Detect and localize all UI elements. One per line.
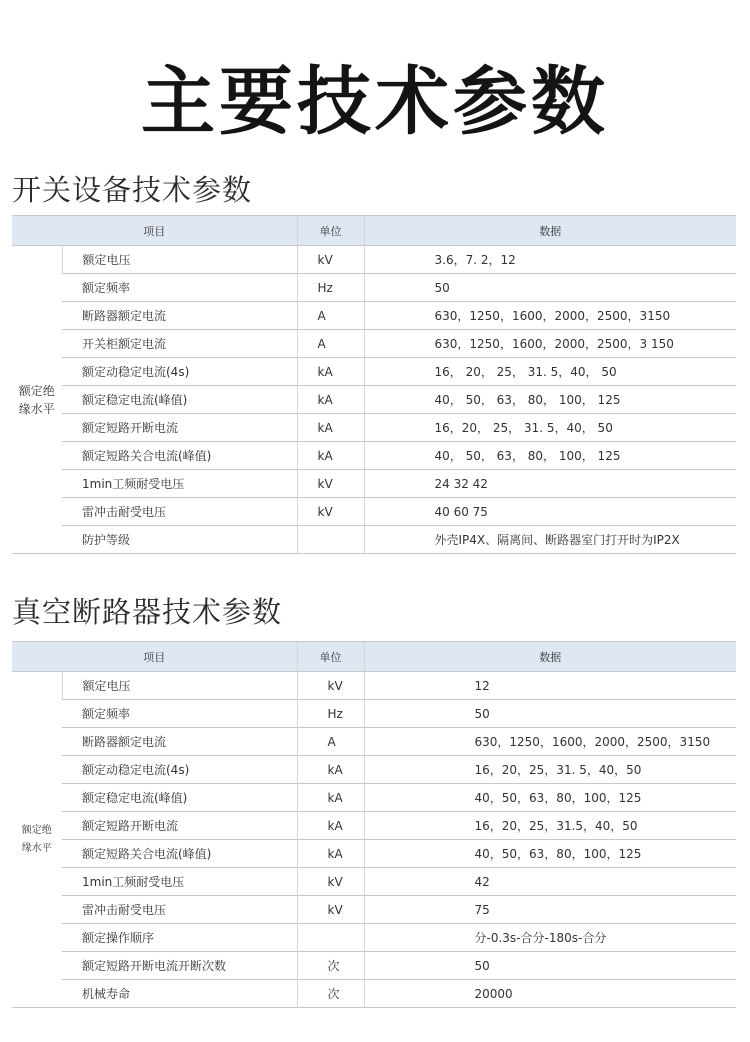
param-value: 3.6，7. 2，12 xyxy=(364,246,736,274)
param-value: 16， 20， 25， 31. 5，40， 50 xyxy=(364,358,736,386)
param-name: 雷冲击耐受电压 xyxy=(62,896,297,924)
param-unit: kA xyxy=(297,784,364,812)
param-unit: 次 xyxy=(297,952,364,980)
header-data: 数据 xyxy=(364,642,736,672)
param-value: 630，1250，1600，2000，2500，3150 xyxy=(364,728,736,756)
header-data: 数据 xyxy=(364,216,736,246)
table-row xyxy=(12,414,736,442)
param-value: 40，50，63，80，100，125 xyxy=(364,840,736,868)
table-row xyxy=(12,498,736,526)
param-unit: kA xyxy=(297,414,364,442)
param-unit: kV xyxy=(297,470,364,498)
table-row xyxy=(12,700,736,728)
param-name: 额定短路关合电流(峰值) xyxy=(62,840,297,868)
param-value: 16，20，25，31. 5，40，50 xyxy=(364,756,736,784)
table-header-row xyxy=(12,642,736,672)
param-unit: kV xyxy=(297,672,364,700)
group-label: 额定绝缘水平 xyxy=(12,246,62,554)
param-name: 断路器额定电流 xyxy=(62,302,297,330)
page-title: 主要技术参数 xyxy=(141,59,609,145)
param-unit xyxy=(297,924,364,952)
table-row xyxy=(12,330,736,358)
param-unit: kA xyxy=(297,812,364,840)
param-name: 额定稳定电流(峰值) xyxy=(62,784,297,812)
param-value: 50 xyxy=(364,274,736,302)
param-value: 50 xyxy=(364,952,736,980)
param-value: 40， 50， 63， 80， 100， 125 xyxy=(364,386,736,414)
header-item: 项目 xyxy=(12,642,297,672)
param-name: 1min工频耐受电压 xyxy=(62,868,297,896)
table-row xyxy=(12,812,736,840)
table-row xyxy=(12,302,736,330)
table-row xyxy=(12,358,736,386)
param-name: 防护等级 xyxy=(62,526,297,554)
table-row xyxy=(12,980,736,1008)
header-unit: 单位 xyxy=(297,642,364,672)
param-value: 40， 50， 63， 80， 100， 125 xyxy=(364,442,736,470)
param-unit: A xyxy=(297,330,364,358)
param-name: 额定动稳定电流(4s) xyxy=(62,756,297,784)
param-unit: A xyxy=(297,728,364,756)
param-name: 额定操作顺序 xyxy=(62,924,297,952)
param-value: 40 60 75 xyxy=(364,498,736,526)
param-name: 额定短路开断电流 xyxy=(62,414,297,442)
param-name: 额定短路开断电流开断次数 xyxy=(62,952,297,980)
param-value: 40，50，63，80，100，125 xyxy=(364,784,736,812)
param-name: 额定频率 xyxy=(62,274,297,302)
param-unit: kV xyxy=(297,498,364,526)
param-unit: kA xyxy=(297,840,364,868)
param-value: 75 xyxy=(364,896,736,924)
param-value: 630，1250，1600，2000，2500，3 150 xyxy=(364,330,736,358)
param-unit: kA xyxy=(297,386,364,414)
param-name: 额定短路开断电流 xyxy=(62,812,297,840)
table-row xyxy=(12,924,736,952)
param-name: 额定稳定电流(峰值) xyxy=(62,386,297,414)
param-name: 额定频率 xyxy=(62,700,297,728)
table-row xyxy=(12,728,736,756)
param-name: 额定电压 xyxy=(62,246,297,274)
table-row xyxy=(12,386,736,414)
switchgear-parameters-table xyxy=(12,215,736,554)
param-unit: Hz xyxy=(297,274,364,302)
group-label: 额定绝缘水平 xyxy=(12,672,62,1008)
param-value: 外壳IP4X、隔离间、断路器室门打开时为IP2X xyxy=(364,526,736,554)
param-unit: A xyxy=(297,302,364,330)
param-name: 额定动稳定电流(4s) xyxy=(62,358,297,386)
param-name: 额定短路关合电流(峰值) xyxy=(62,442,297,470)
param-name: 断路器额定电流 xyxy=(62,728,297,756)
table-row xyxy=(12,896,736,924)
table-row xyxy=(12,442,736,470)
param-name: 1min工频耐受电压 xyxy=(62,470,297,498)
param-value: 12 xyxy=(364,672,736,700)
param-name: 额定电压 xyxy=(62,672,297,700)
param-value: 16，20，25，31.5，40，50 xyxy=(364,812,736,840)
table-row xyxy=(12,784,736,812)
header-unit: 单位 xyxy=(297,216,364,246)
param-name: 机械寿命 xyxy=(62,980,297,1008)
table-row xyxy=(12,756,736,784)
table-row xyxy=(12,274,736,302)
table-row xyxy=(12,526,736,554)
table-row xyxy=(12,470,736,498)
param-value: 16，20， 25， 31. 5，40， 50 xyxy=(364,414,736,442)
param-value: 分-0.3s-合分-180s-合分 xyxy=(364,924,736,952)
switchgear-section-title: 开关设备技术参数 xyxy=(12,173,253,207)
table-row xyxy=(12,840,736,868)
table-row xyxy=(12,246,736,274)
param-value: 42 xyxy=(364,868,736,896)
param-unit xyxy=(297,526,364,554)
param-unit: kA xyxy=(297,442,364,470)
param-unit: 次 xyxy=(297,980,364,1008)
table-row xyxy=(12,952,736,980)
param-unit: kA xyxy=(297,756,364,784)
vacuum-breaker-section-title: 真空断路器技术参数 xyxy=(12,595,283,629)
header-item: 项目 xyxy=(12,216,297,246)
param-name: 雷冲击耐受电压 xyxy=(62,498,297,526)
param-value: 630，1250，1600，2000，2500，3150 xyxy=(364,302,736,330)
param-value: 20000 xyxy=(364,980,736,1008)
table-header-row xyxy=(12,216,736,246)
param-unit: kV xyxy=(297,896,364,924)
table-row xyxy=(12,672,736,700)
param-unit: kV xyxy=(297,246,364,274)
table-row xyxy=(12,868,736,896)
param-unit: kA xyxy=(297,358,364,386)
vacuum-breaker-parameters-table xyxy=(12,641,736,1008)
param-unit: kV xyxy=(297,868,364,896)
param-name: 开关柜额定电流 xyxy=(62,330,297,358)
param-value: 24 32 42 xyxy=(364,470,736,498)
param-unit: Hz xyxy=(297,700,364,728)
param-value: 50 xyxy=(364,700,736,728)
